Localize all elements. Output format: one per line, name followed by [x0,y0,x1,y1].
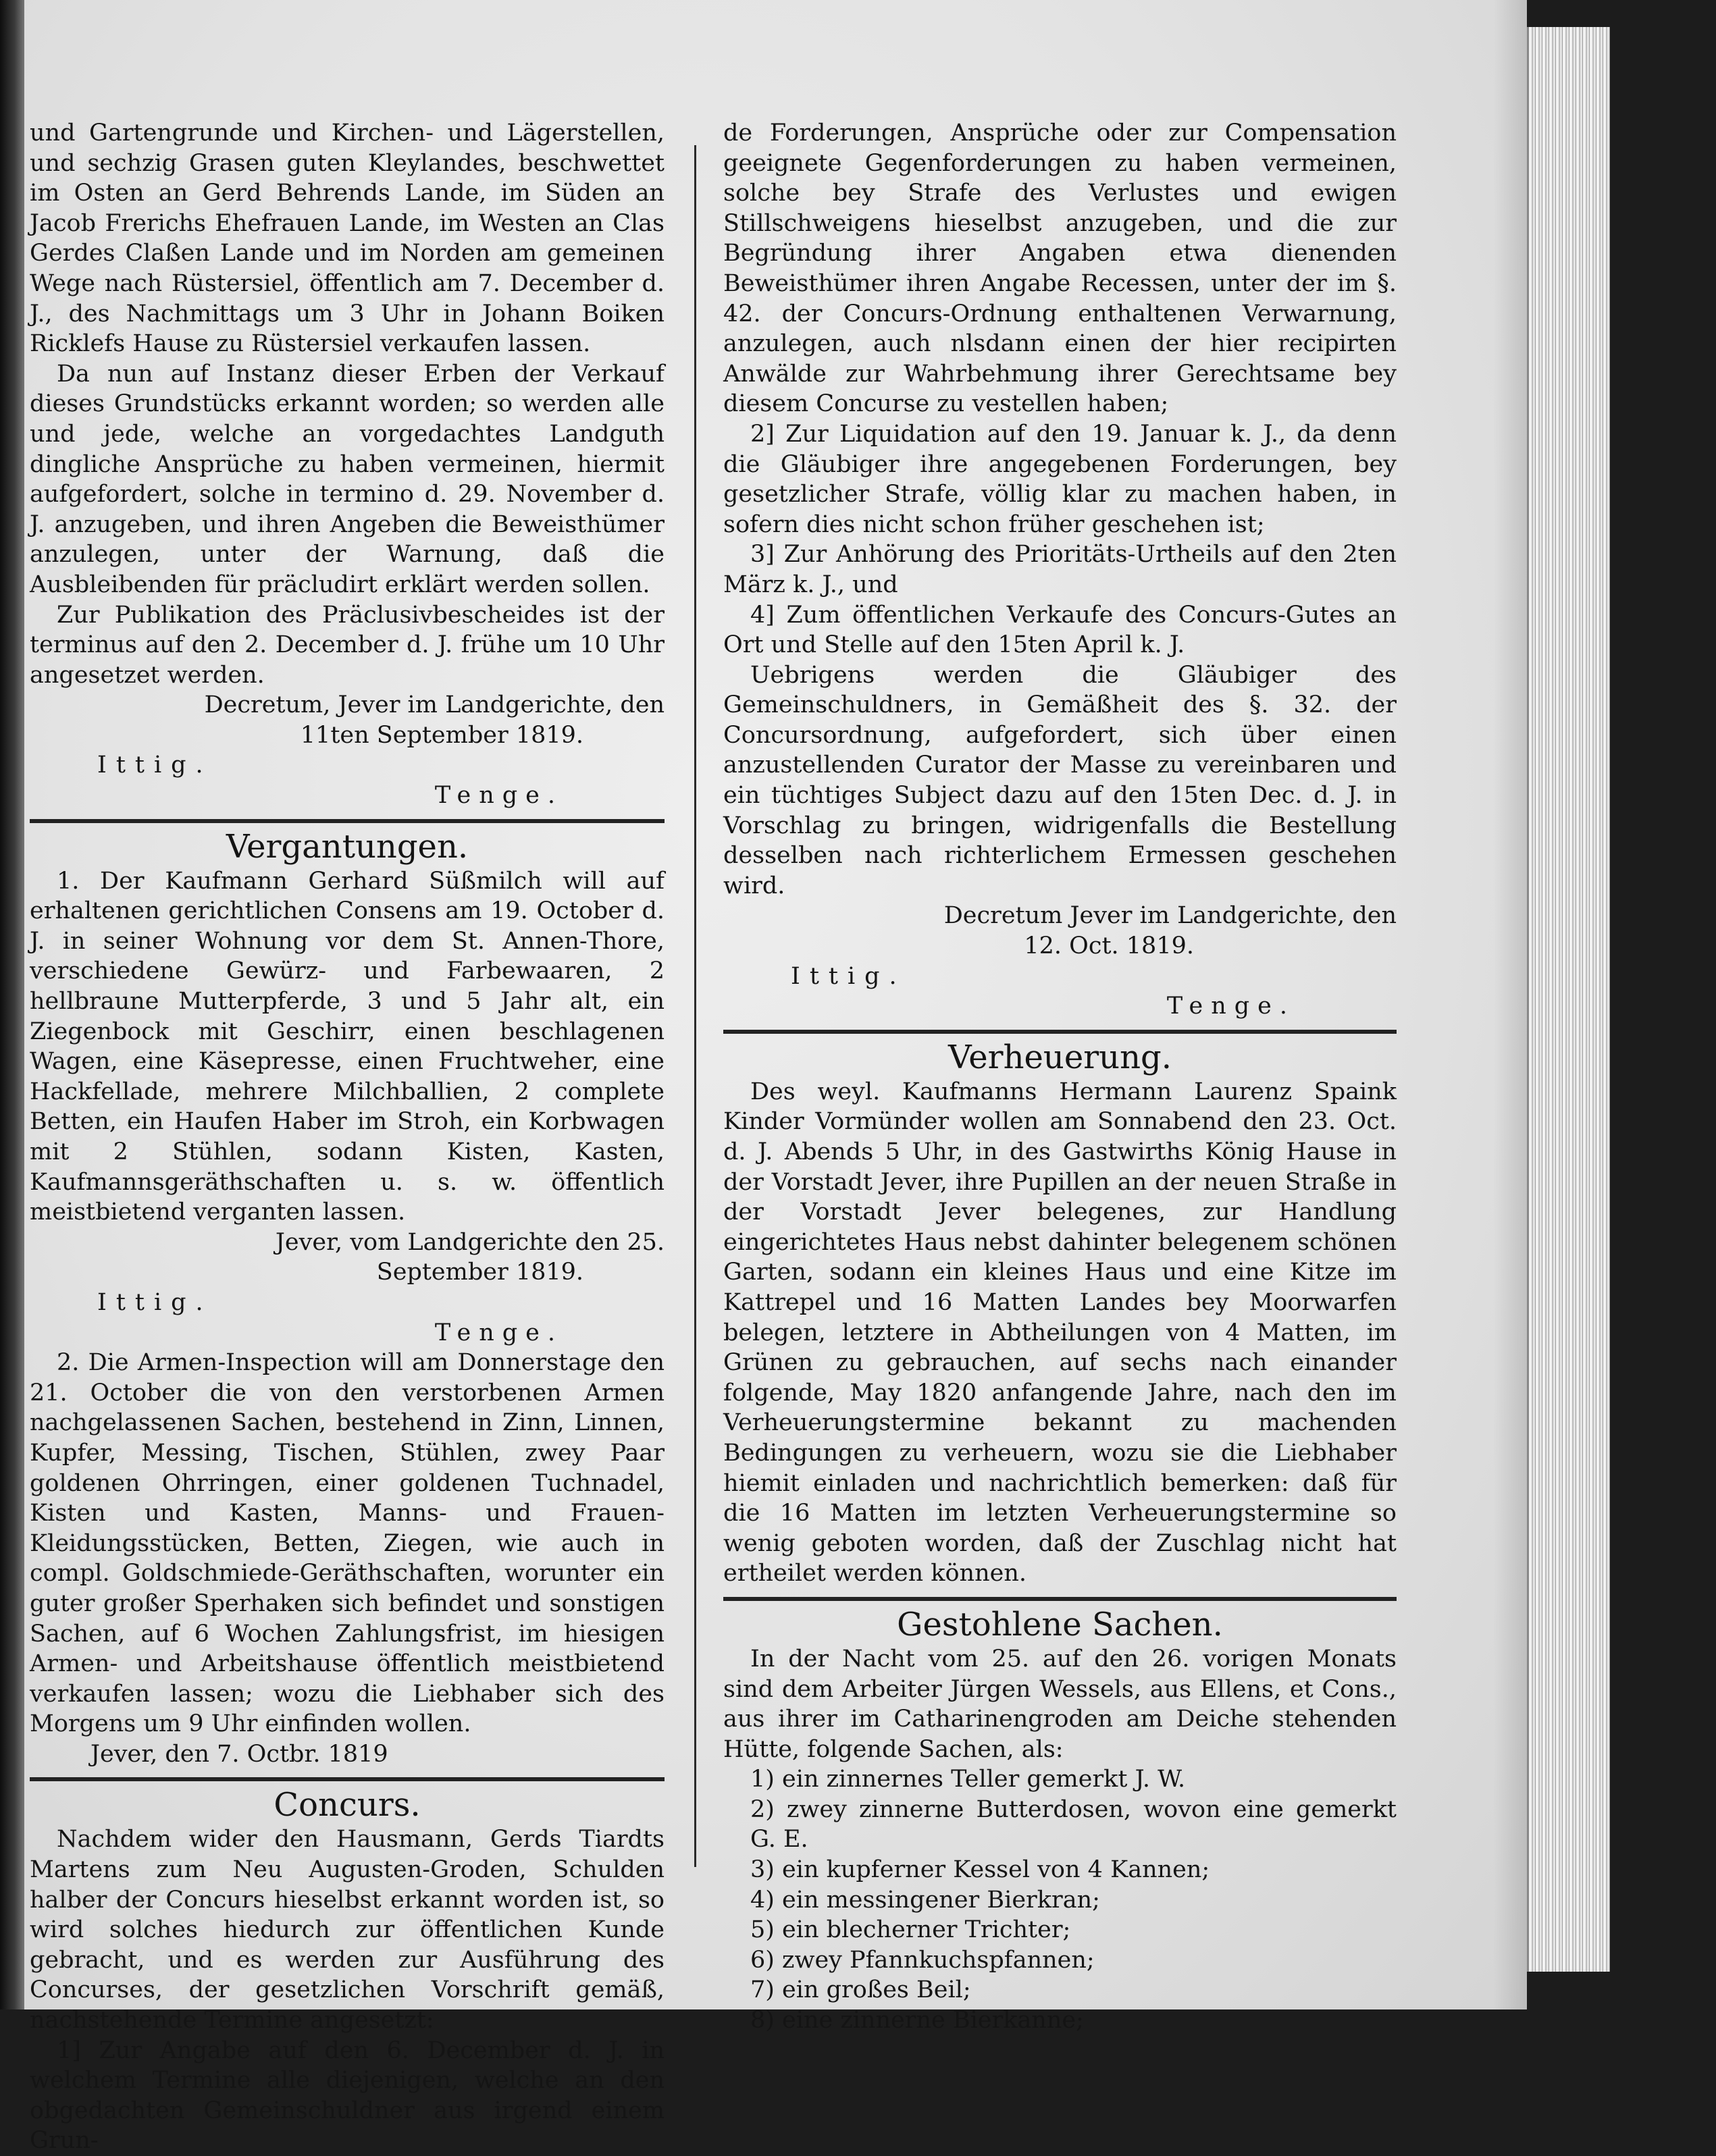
section-heading: Concurs. [274,1786,421,1824]
section-rule [723,1030,1397,1034]
text-paragraph: In der Nacht vom 25. auf den 26. vorigen Monats sind dem Arbeiter Jürgen Wessels, aus Ellens, et Cons., aus ihrer im Catharinengroden am Deiche stehenden Hütte, folgende Sachen, als: [723,1645,1397,1763]
signature-tenge: Tenge. [434,782,563,810]
text-paragraph: Nachdem wider den Hausmann, Gerds Tiardts Martens zum Neu Augusten-Groden, Schulden halber der Concurs hieselbst erkannt worden ist, so wird solches hiedurch zur öffentlichen Kunde gebracht, und es werden zur Ausführung des Concurses, der gesetzlichen Vorschrift gemäß, nachstehende Termine angesetzt: [30,1826,665,2034]
list-item: 7) ein großes Beil; [750,1976,971,2004]
list-item: 5) ein blecherner Trichter; [750,1916,1071,1944]
text-paragraph: 3] Zur Anhörung des Prioritäts-Urtheils auf den 2ten März k. J., und [723,541,1397,598]
text-paragraph: 1. Der Kaufmann Gerhard Süßmilch will auf erhaltenen gerichtlichen Consens am 19. October d. J. in seiner Wohnung vor dem St. Annen-Thore, verschiedene Gewürz- und Farbewaaren, 2 hellbraune Mutterpferde, 3 und 5 Jahr alt, ein Ziegenbock mit Geschirr, einen beschlagenen Wagen, eine Käsepresse, einen Fruchtweher, eine Hackfellade, mehrere Milchballien, 2 complete Betten, ein Haufen Haber im Stroh, ein Korbwagen mit 2 Stühlen, sodann Kisten, Kasten, Kaufmannsgeräthschaften u. s. w. öffentlich meistbietend verganten lassen. [30,867,665,1226]
section-rule [30,819,665,823]
decree-date: 11ten September 1819. [300,721,583,749]
decree-place: Decretum, Jever im Landgerichte, den [204,691,665,719]
text-paragraph: 2] Zur Liquidation auf den 19. Januar k. J., da denn die Gläubiger ihre angegebenen Forderungen, bey gesetzlicher Strafe, völlig klar zu machen haben, in sofern dies nicht schon früher geschehen ist; [723,420,1397,538]
section-rule [723,1597,1397,1601]
decree-place: Jever, vom Landgerichte den 25. [275,1228,665,1256]
page-edges [1527,27,1610,1972]
decree-date: September 1819. [376,1259,583,1286]
list-item: 4) ein messingener Bierkran; [750,1886,1100,1914]
text-paragraph: Des weyl. Kaufmanns Hermann Laurenz Spaink Kinder Vormünder wollen am Sonnabend den 23. Oct. d. J. Abends 5 Uhr, in des Gastwirths König Hause in der Vorstadt Jever, ihre Pupillen an der neuen Straße in der Vorstadt Jever belegenes, zur Handlung eingerichtetes Haus nebst dahinter belegenem schönen Garten, sodann ein kleines Haus und eine Kitze im Kattrepel und 16 Matten Landes bey Moorwarfen belegen, letztere in Abtheilungen von 4 Matten, im Grünen zu gebrauchen, auf sechs nach einander folgende, May 1820 anfangende Jahre, nach den im Verheuerungstermine bekannt zu machenden Bedingungen zu verheuern, wozu sie die Liebhaber hiemit einladen und nachrichtlich bemerken: daß für die 16 Matten im letzten Verheuerungstermine so wenig geboten worden, daß der Zuschlag nicht hat ertheilet werden können. [723,1078,1397,1587]
signature-ittig: Ittig. [97,752,213,779]
section-heading: Gestohlene Sachen. [897,1605,1223,1644]
text-paragraph: de Forderungen, Ansprüche oder zur Compensation geeignete Gegenforderungen zu haben vermeinen, solche bey Strafe des Verlustes und ewigen Stillschweigens hieselbst anzugeben, und die zur Begründung ihrer Angaben etwa dienenden Beweisthümer ihren Angabe Recessen, unter der im §. 42. der Concurs-Ordnung enthaltenen Verwarnung, anzulegen, auch nlsdann einen der hier recipirten Anwälde zur Wahrbehmung ihrer Gerechtsame bey diesem Concurse zu vestellen haben; [723,120,1397,418]
decree-place: Decretum Jever im Landgerichte, den [943,902,1397,930]
text-paragraph: 4] Zum öffentlichen Verkaufe des Concurs-Gutes an Ort und Stelle auf den 15ten April k. J. [723,601,1397,659]
stolen-items-list [723,1764,1397,2035]
binding-shadow [0,0,24,2009]
signature-ittig: Ittig. [791,962,906,990]
text-paragraph: 2. Die Armen-Inspection will am Donnerstage den 21. October die von den verstorbenen Armen nachgelassenen Sachen, bestehend in Zinn, Linnen, Kupfer, Messing, Tischen, Stühlen, zwey Paar goldenen Ohrringen, einer goldenen Tuchnadel, Kisten und Kasten, Manns- und Frauen-Kleidungsstücken, Betten, Ziegen, wie auch in compl. Goldschmiede-Geräthschaften, worunter ein guter großer Sperhaken sich befindet und sonstigen Sachen, auf 6 Wochen Zahlungsfrist, im hiesigen Armen- und Arbeitshause öffentlich meistbietend verkaufen lassen; wozu die Liebhaber sich des Morgens um 9 Uhr einfinden wollen. [30,1349,665,1738]
text-paragraph: und Gartengrunde und Kirchen- und Lägerstellen, und sechzig Grasen guten Kleylandes, beschwettet im Osten an Gerd Behrends Lande, im Süden an Jacob Frerichs Ehefrauen Lande, im Westen an Clas Gerdes Claßen Lande und im Norden am gemeinen Wege nach Rüstersiel, öffentlich am 7. December d. J., des Nachmittags um 3 Uhr in Johann Boiken Ricklefs Hause zu Rüstersiel verkaufen lassen. [30,120,665,358]
gutter-shadow [1493,0,1527,2009]
list-item: 2) zwey zinnerne Butterdosen, wovon eine gemerkt G. E. [750,1795,1397,1853]
decree-date: 12. Oct. 1819. [1024,932,1194,960]
text-paragraph: Zur Publikation des Präclusivbescheides ist der terminus auf den 2. December d. J. frühe um 10 Uhr angesetzet werden. [30,601,665,689]
left-column [30,118,665,2156]
list-item: 1) ein zinnernes Teller gemerkt J. W. [750,1766,1186,1793]
right-column [723,118,1397,2036]
section-heading: Verheuerung. [947,1038,1172,1076]
signature-tenge: Tenge. [434,1319,563,1346]
column-divider [694,145,696,1867]
text-paragraph: Uebrigens werden die Gläubiger des Gemeinschuldners, in Gemäßheit des §. 32. der Concursordnung, aufgefordert, sich über einen anzustellenden Curator der Masse zu vereinbaren und ein tüchtiges Subject dazu auf den 15ten Dec. d. J. in Vorschlag zu bringen, widrigenfalls die Bestellung desselben nach richterlichem Ermessen geschehen wird. [723,661,1397,899]
signature-tenge: Tenge. [1166,993,1295,1020]
list-item: 3) ein kupferner Kessel von 4 Kannen; [750,1856,1210,1884]
text-paragraph: Da nun auf Instanz dieser Erben der Verkauf dieses Grundstücks erkannt worden; so werden alle und jede, welche an vorgedachtes Landguth dingliche Ansprüche zu haben vermeinen, hiermit aufgefordert, solche in termino d. 29. November d. J. anzugeben, und ihren Angeben die Beweisthümer anzulegen, unter der Warnung, daß die Ausbleibenden für präcludirt erklärt werden sollen. [30,360,665,598]
newspaper-page [24,0,1527,2155]
list-item: 8) eine zinnerne Bierkanne; [750,2007,1084,2034]
section-rule [30,1777,665,1781]
decree-place: Jever, den 7. Octbr. 1819 [90,1740,388,1768]
signature-ittig: Ittig. [97,1288,213,1316]
text-paragraph: 1] Zur Angabe auf den 6. December d. J. in welchem Termine alle diejenigen, welche an den obgedachten Gemeinschuldner aus irgend einem Grun- [30,2036,665,2155]
list-item: 6) zwey Pfannkuchspfannen; [750,1946,1095,1974]
section-heading: Vergantungen. [226,827,469,866]
